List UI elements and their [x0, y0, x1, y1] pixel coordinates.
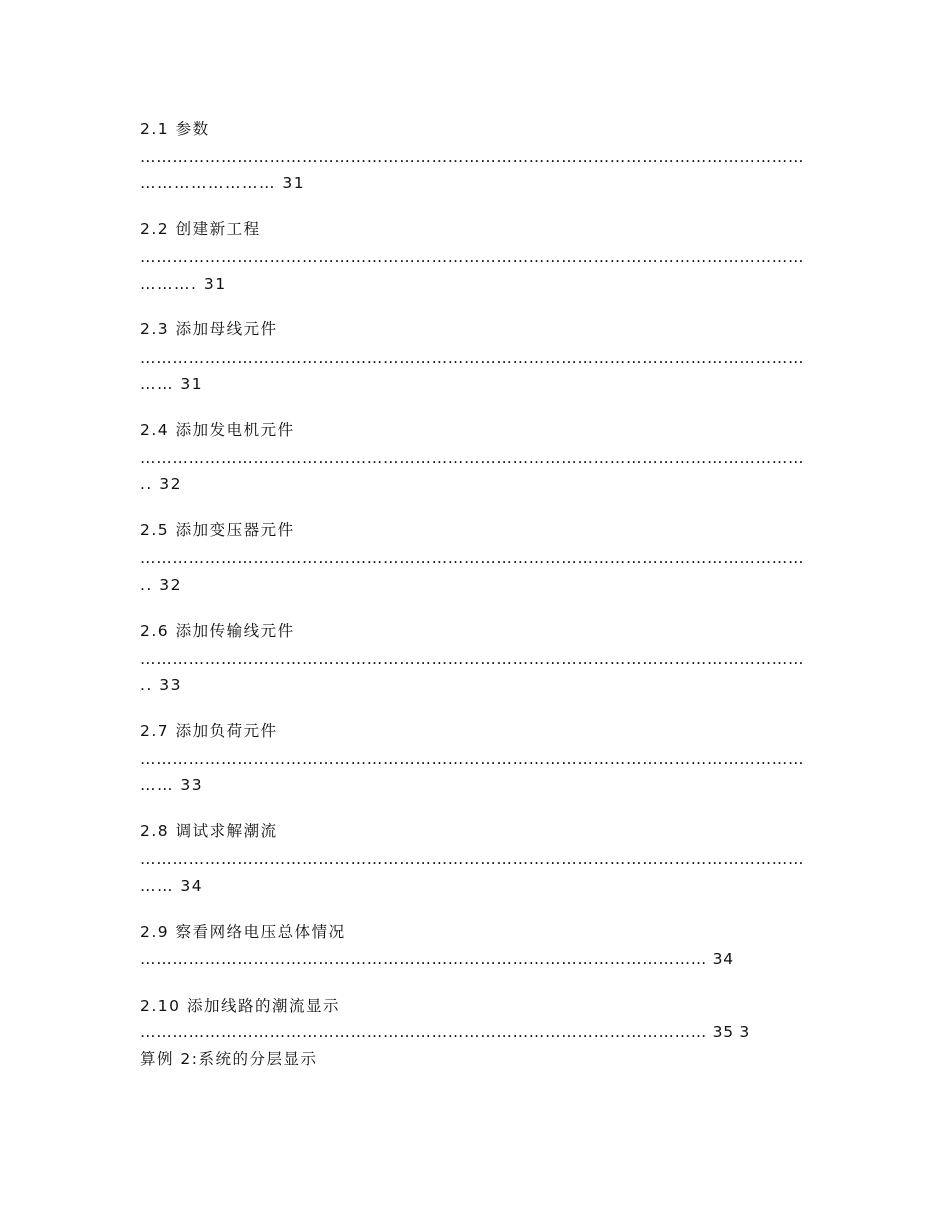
toc-dot-leader: ……………………………………………………………………………………………………………	[140, 549, 805, 567]
toc-dot-leader-with-page: …………………………………………………………………………………………… 35 3	[140, 1023, 750, 1041]
toc-title: 2.9 察看网络电压总体情况	[140, 923, 346, 941]
toc-page-number-line: .. 32	[140, 576, 183, 594]
toc-page-number-line: .. 33	[140, 676, 183, 694]
toc-dot-leader-with-page: …………………………………………………………………………………………… 34	[140, 950, 734, 968]
toc-title: 2.6 添加传输线元件	[140, 622, 295, 640]
toc-dot-leader: ……………………………………………………………………………………………………………	[140, 349, 805, 367]
toc-title: 2.8 调试求解潮流	[140, 822, 278, 840]
toc-page-number-line: …… 33	[140, 776, 204, 794]
toc-dot-leader: ……………………………………………………………………………………………………………	[140, 148, 805, 166]
toc-dot-leader: ……………………………………………………………………………………………………………	[140, 750, 805, 768]
toc-title: 2.1 参数	[140, 120, 210, 138]
toc-title: 2.4 添加发电机元件	[140, 421, 295, 439]
section-heading: 算例 2:系统的分层显示	[140, 1050, 318, 1068]
toc-dot-leader: ……………………………………………………………………………………………………………	[140, 850, 805, 868]
toc-page-number-line: …………………… 31	[140, 174, 306, 192]
toc-page-number-line: …… 34	[140, 877, 204, 895]
toc-page-number-line: ………. 31	[140, 275, 227, 293]
toc-page-number-line: …… 31	[140, 375, 204, 393]
toc-page-number-line: .. 32	[140, 475, 183, 493]
toc-title: 2.7 添加负荷元件	[140, 722, 278, 740]
toc-dot-leader: ……………………………………………………………………………………………………………	[140, 650, 805, 668]
toc-dot-leader: ……………………………………………………………………………………………………………	[140, 248, 805, 266]
toc-title: 2.3 添加母线元件	[140, 320, 278, 338]
toc-dot-leader: ……………………………………………………………………………………………………………	[140, 449, 805, 467]
toc-title: 2.10 添加线路的潮流显示	[140, 997, 340, 1015]
toc-title: 2.2 创建新工程	[140, 220, 261, 238]
toc-title: 2.5 添加变压器元件	[140, 521, 295, 539]
